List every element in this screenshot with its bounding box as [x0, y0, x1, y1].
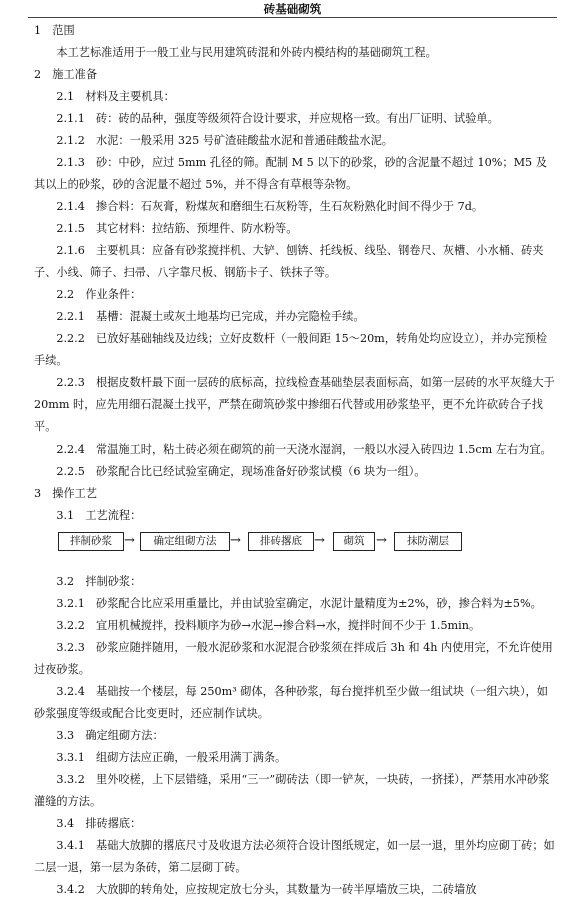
paragraph-3-3-2: 3.3.2 里外咬槎，上下层错缝，采用“三一”砌砖法（即一铲灰，一块砖，一挤揉），严禁用水冲砂浆灌缝的方法。	[34, 773, 550, 809]
paragraph-3-2-4: 3.2.4 基础按一个楼层，每 250m³ 砌体，各种砂浆，每台搅拌机至少做一组试块（一组六块），如砂浆强度等级或配合比变更时，还应制作试块。	[34, 685, 548, 721]
paragraph-3-4-1: 3.4.1 基础大放脚的撂底尺寸及收退方法必须符合设计图纸规定，如一层一退，里外均应砌丁砖；如二层一退，第一层为条砖，第二层砌丁砖。	[34, 839, 555, 875]
arrow-right-icon: →	[376, 533, 387, 548]
section-heading-operation: 3 操作工艺	[34, 487, 98, 500]
paragraph-2-1-4: 2.1.4 掺合料：石灰膏，粉煤灰和磨细生石灰粉等，生石灰粉熟化时间不得少于 7d。	[34, 200, 484, 213]
paragraph-2-1-5: 2.1.5 其它材料：拉结筋、预埋件、防水粉等。	[34, 222, 298, 235]
paragraph-2-1-1: 2.1.1 砖：砖的品种，强度等级须符合设计要求，并应规格一致。有出厂证明、试验单。	[34, 112, 499, 125]
flow-step: 确定组砌方法	[140, 532, 230, 551]
paragraph-3-2-2: 3.2.2 宜用机械搅拌，投料顺序为砂→水泥→掺合料→水，搅拌时间不少于 1.5min。	[34, 619, 481, 632]
subsection-heading: 2.2 作业条件：	[34, 288, 142, 301]
title-underline	[28, 17, 557, 18]
arrow-right-icon: →	[314, 533, 325, 548]
flow-step: 拌制砂浆	[58, 532, 124, 551]
paragraph-2-2-1: 2.2.1 基槽：混凝土或灰土地基均已完成，并办完隐检手续。	[34, 310, 365, 323]
section-heading-scope: 1 范围	[34, 24, 75, 37]
flow-step: 排砖撂底	[248, 532, 314, 551]
subsection-heading: 2.1 材料及主要机具：	[34, 90, 175, 103]
subsection-heading: 3.1 工艺流程：	[34, 509, 142, 522]
paragraph-2-2-2: 2.2.2 已放好基础轴线及边线；立好皮数杆（一般间距 15～20m，转角处均应设立），并办完预检手续。	[34, 332, 548, 368]
paragraph-scope: 本工艺标准适用于一般工业与民用建筑砖混和外砖内模结构的基础砌筑工程。	[34, 46, 437, 59]
paragraph-2-1-6: 2.1.6 主要机具：应备有砂浆搅拌机、大铲、刨锛、托线板、线坠、钢卷尺、灰槽、小水桶、砖夹子、小线、筛子、扫帚、八字靠尺板、钢筋卡子、铁抹子等。	[34, 244, 544, 280]
paragraph-2-1-2: 2.1.2 水泥：一般采用 325 号矿渣硅酸盐水泥和普通硅酸盐水泥。	[34, 134, 393, 147]
subsection-heading: 3.2 拌制砂浆：	[34, 575, 142, 588]
paragraph-3-4-2: 3.4.2 大放脚的转角处，应按规定放七分头，其数量为一砖半厚墙放三块，二砖墙放	[34, 883, 477, 896]
paragraph-3-2-1: 3.2.1 砂浆配合比应采用重量比，并由试验室确定，水泥计量精度为±2%，砂，掺合料为±5%。	[34, 597, 542, 610]
arrow-right-icon: →	[124, 533, 135, 548]
paragraph-3-2-3: 3.2.3 砂浆应随拌随用，一般水泥砂浆和水泥混合砂浆须在拌成后 3h 和 4h 内使用完，不允许使用过夜砂浆。	[34, 641, 553, 677]
paragraph-2-2-3: 2.2.3 根据皮数杆最下面一层砖的底标高，拉线检查基础垫层表面标高，如第一层砖的水平灰缝大于 20mm 时，应先用细石混凝土找平，严禁在砌筑砂浆中掺细石代替或用砂浆垫平，更不允许砍砖合子找平。	[34, 376, 555, 434]
page-title: 砖基础砌筑	[263, 2, 322, 16]
subsection-heading: 3.3 确定组砌方法：	[34, 729, 164, 742]
paragraph-2-2-5: 2.2.5 砂浆配合比已经试验室确定，现场准备好砂浆试模（6 块为一组）。	[34, 465, 426, 478]
arrow-right-icon: →	[230, 533, 241, 548]
section-heading-preparation: 2 施工准备	[34, 68, 98, 81]
paragraph-2-1-3: 2.1.3 砂：中砂，应过 5mm 孔径的筛。配制 M 5 以下的砂浆，砂的含泥量不超过 10%；M5 及其以上的砂浆，砂的含泥量不超过 5%，并不得含有草根等杂物。	[34, 156, 547, 192]
paragraph-2-2-4: 2.2.4 常温施工时，粘土砖必须在砌筑的前一天浇水湿润，一般以水浸入砖四边 1.5cm 左右为宜。	[34, 443, 552, 456]
flow-step: 抹防潮层	[394, 532, 462, 551]
paragraph-3-3-1: 3.3.1 组砌方法应正确，一般采用满丁满条。	[34, 751, 287, 764]
flow-step: 砌筑	[333, 532, 375, 551]
subsection-heading: 3.4 排砖撂底：	[34, 817, 142, 830]
process-flowchart	[58, 529, 498, 553]
